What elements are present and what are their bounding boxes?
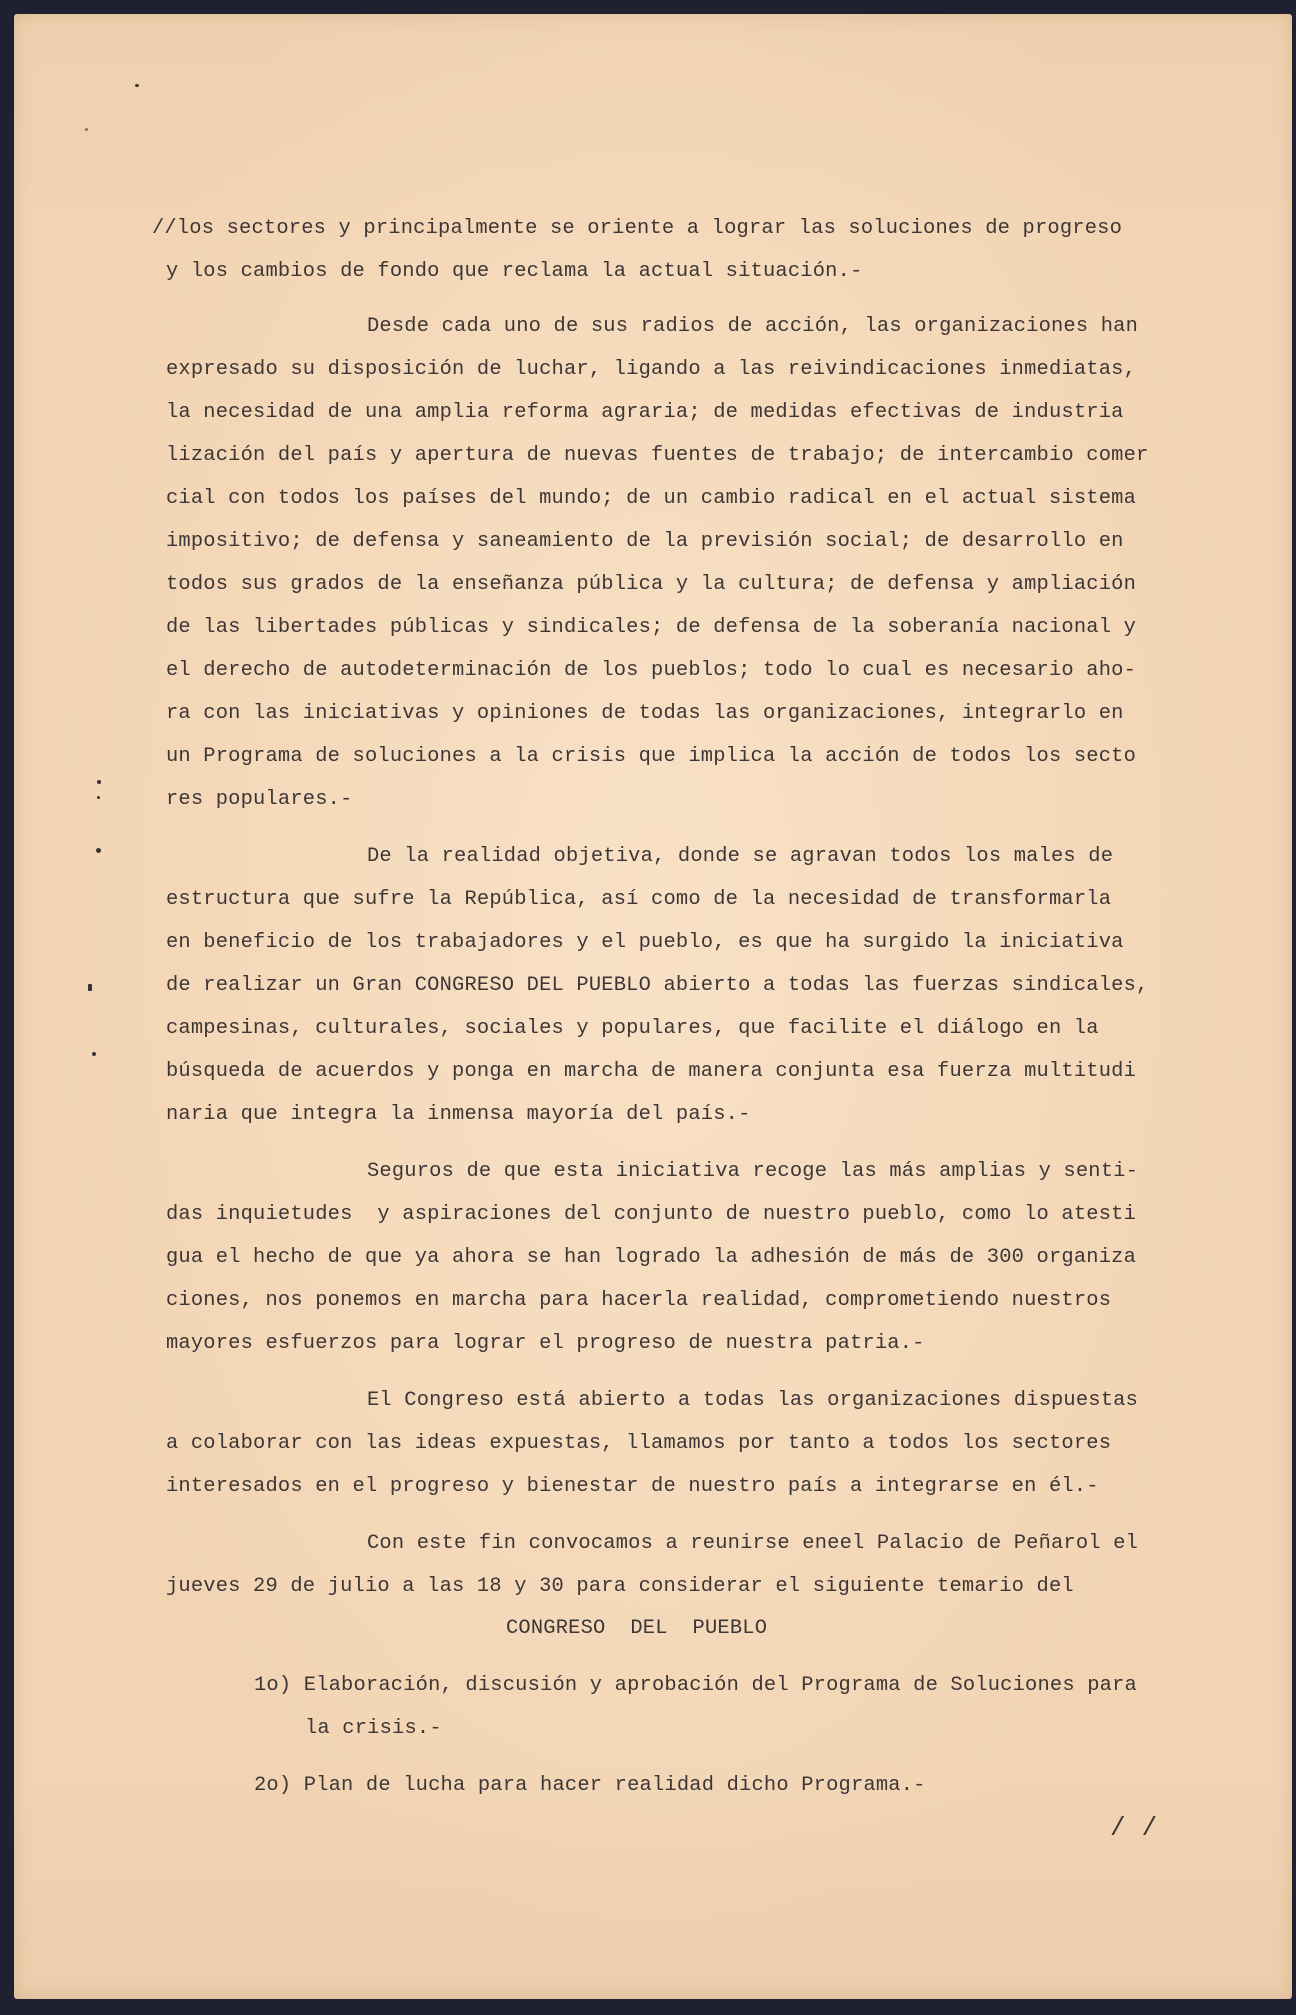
text-line: estructura que sufre la República, así como de la necesidad de transformarla — [166, 888, 1112, 911]
section-heading: CONGRESO DEL PUEBLO — [506, 1617, 768, 1640]
agenda-item: 1o) Elaboración, discusión y aprobación del Programa de Soluciones para — [254, 1674, 1137, 1697]
text-line: jueves 29 de julio a las 18 y 30 para considerar el siguiente temario del — [166, 1575, 1074, 1598]
text-line: expresado su disposición de luchar, ligando a las reivindicaciones inmediatas, — [166, 358, 1137, 381]
text-line: interesados en el progreso y bienestar de nuestro país a integrarse en él.- — [166, 1475, 1099, 1498]
text-line: a colaborar con las ideas expuestas, llamamos por tanto a todos los sectores — [166, 1432, 1112, 1455]
margin-speck — [97, 780, 101, 784]
text-line: un Programa de soluciones a la crisis que implica la acción de todos los secto — [166, 745, 1137, 768]
text-line: y los cambios de fondo que reclama la actual situación.- — [166, 260, 863, 283]
text-line: impositivo; de defensa y saneamiento de la previsión social; de desarrollo en — [166, 530, 1124, 553]
continuation-mark: / / — [1110, 1813, 1158, 1843]
agenda-item-continuation: la crisis.- — [305, 1717, 442, 1740]
margin-speck — [135, 84, 139, 87]
text-line: naria que integra la inmensa mayoría del país.- — [166, 1103, 751, 1126]
text-line: Seguros de que esta iniciativa recoge las más amplias y senti- — [367, 1160, 1139, 1183]
text-line: la necesidad de una amplia reforma agraria; de medidas efectivas de industria — [166, 401, 1124, 424]
text-line: ciones, nos ponemos en marcha para hacerla realidad, comprometiendo nuestros — [166, 1289, 1112, 1312]
text-line: todos sus grados de la enseñanza pública y la cultura; de defensa y ampliación — [166, 573, 1137, 596]
text-line: el derecho de autodeterminación de los pueblos; todo lo cual es necesario aho- — [166, 659, 1137, 682]
margin-speck — [96, 848, 101, 853]
text-line: Con este fin convocamos a reunirse eneel Palacio de Peñarol el — [367, 1532, 1139, 1555]
text-line: El Congreso está abierto a todas las organizaciones dispuestas — [367, 1389, 1139, 1412]
text-line: ra con las iniciativas y opiniones de todas las organizaciones, integrarlo en — [166, 702, 1124, 725]
text-line: res populares.- — [166, 788, 353, 811]
agenda-item: 2o) Plan de lucha para hacer realidad dicho Programa.- — [254, 1774, 926, 1797]
text-line: lización del país y apertura de nuevas fuentes de trabajo; de intercambio comer — [166, 444, 1149, 467]
margin-speck — [97, 796, 100, 799]
text-line: //los sectores y principalmente se oriente a lograr las soluciones de progreso — [152, 217, 1123, 240]
margin-speck — [88, 984, 92, 991]
text-line: mayores esfuerzos para lograr el progreso de nuestra patria.- — [166, 1332, 925, 1355]
text-line: gua el hecho de que ya ahora se han logrado la adhesión de más de 300 organiza — [166, 1246, 1137, 1269]
text-line: en beneficio de los trabajadores y el pueblo, es que ha surgido la iniciativa — [166, 931, 1124, 954]
margin-speck — [92, 1052, 96, 1056]
text-line: de realizar un Gran CONGRESO DEL PUEBLO abierto a todas las fuerzas sindicales, — [166, 974, 1149, 997]
text-line: de las libertades públicas y sindicales; de defensa de la soberanía nacional y — [166, 616, 1137, 639]
text-line: campesinas, culturales, sociales y populares, que facilite el diálogo en la — [166, 1017, 1099, 1040]
text-line: Desde cada uno de sus radios de acción, las organizaciones han — [367, 315, 1139, 338]
text-line: De la realidad objetiva, donde se agravan todos los males de — [367, 845, 1114, 868]
margin-speck — [85, 128, 88, 131]
text-line: búsqueda de acuerdos y ponga en marcha de manera conjunta esa fuerza multitudi — [166, 1060, 1137, 1083]
text-line: cial con todos los países del mundo; de un cambio radical en el actual sistema — [166, 487, 1137, 510]
text-line: das inquietudes y aspiraciones del conjunto de nuestro pueblo, como lo atesti — [166, 1203, 1137, 1226]
